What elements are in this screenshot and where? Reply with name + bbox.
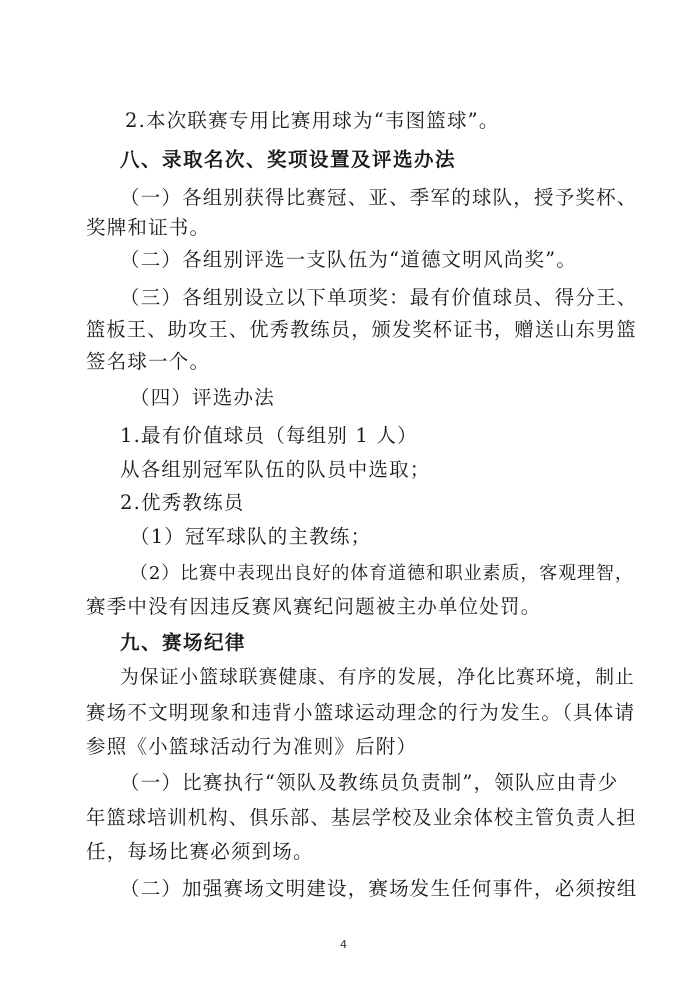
paragraph-discipline-two-line1: （二）加强赛场文明建设，赛场发生任何事件，必须按组 [120,877,638,900]
item-best-coach-criterion-2-line1: （2）比赛中表现出良好的体育道德和职业素质，客观理智， [130,563,634,584]
paragraph-award-one-line2: 奖牌和证书。 [86,216,211,239]
paragraph-award-two: （二）各组别评选一支队伍为“道德文明风尚奖”。 [120,248,578,271]
paragraph-discipline-line1: 为保证小篮球联赛健康、有序的发展，净化比赛环境，制止 [120,667,635,688]
item-best-coach: 2.优秀教练员 [120,491,245,514]
subheading-selection-method: （四）评选办法 [130,386,275,409]
paragraph-discipline-one-line2: 年篮球培训机构、俱乐部、基层学校及业余体校主管负责人担 [86,806,637,829]
page-number: 4 [340,938,347,951]
item-best-coach-criterion-2-line2: 赛季中没有因违反赛风赛纪问题被主办单位处罚。 [86,595,542,618]
paragraph-match-ball: 2.本次联赛专用比赛用球为“韦图篮球”。 [125,109,500,132]
paragraph-discipline-one-line1: （一）比赛执行“领队及教练员负责制”，领队应由青少 [120,771,619,794]
paragraph-award-one-line1: （一）各组别获得比赛冠、亚、季军的球队，授予奖杯、 [120,186,638,209]
paragraph-award-three-line2: 篮板王、助攻王、优秀教练员，颁发奖杯证书，赠送山东男篮 [86,318,637,341]
item-mvp: 1.最有价值球员（每组别 1 人） [120,424,418,447]
section-heading-discipline: 九、赛场纪律 [120,631,247,654]
paragraph-award-three-line1: （三）各组别设立以下单项奖：最有价值球员、得分王、 [120,286,638,309]
paragraph-discipline-line3: 参照《小篮球活动行为准则》后附） [86,735,418,758]
item-best-coach-criterion-1: （1）冠军球队的主教练； [130,525,372,548]
section-heading-awards: 八、录取名次、奖项设置及评选办法 [120,148,457,171]
paragraph-discipline-one-line3: 任，每场比赛必须到场。 [86,840,314,863]
paragraph-discipline-line2: 赛场不文明现象和违背小篮球运动理念的行为发生。（具体请 [86,701,636,724]
item-mvp-detail: 从各组别冠军队伍的队员中选取； [120,458,431,481]
paragraph-award-three-line3: 签名球一个。 [86,350,211,373]
